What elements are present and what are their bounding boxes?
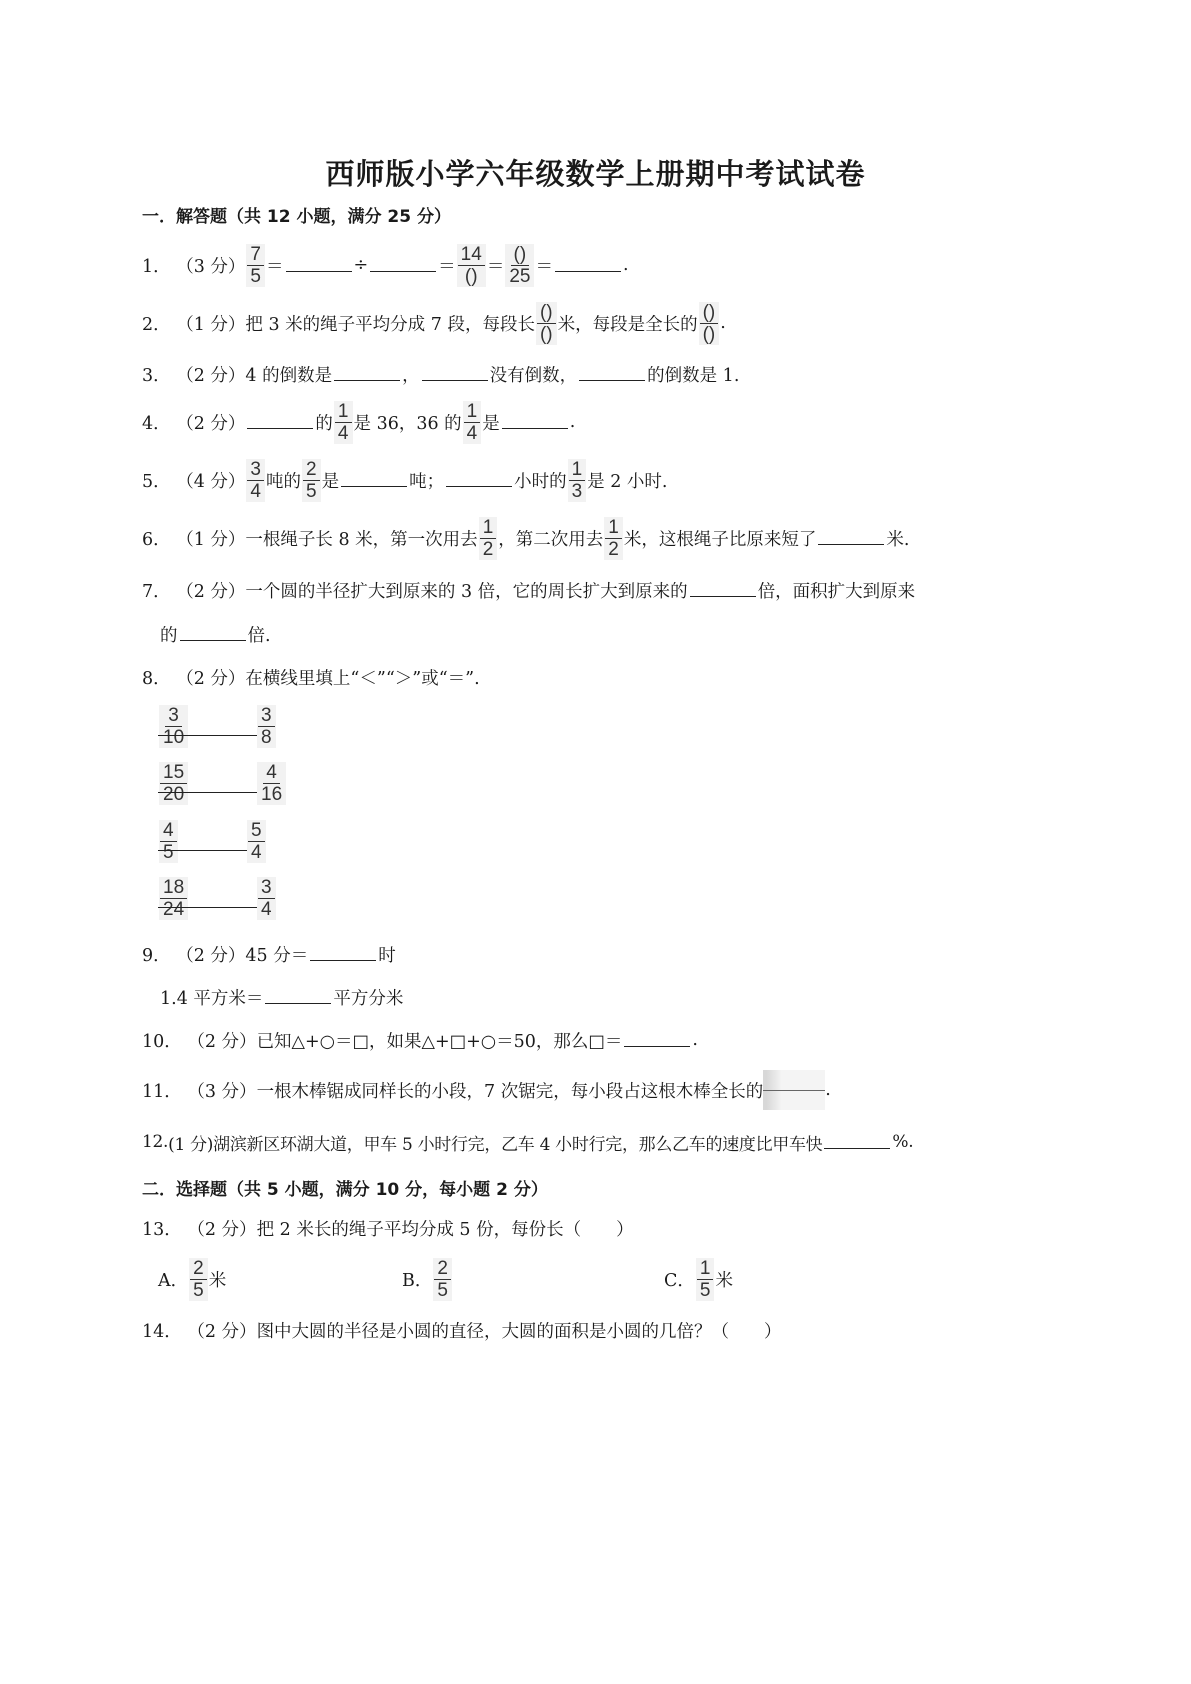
question-number: 10． — [142, 1031, 182, 1052]
answer-blank[interactable] — [824, 1147, 890, 1149]
question-score: （2 分） — [176, 945, 246, 966]
question-number: 13． — [142, 1219, 182, 1240]
fraction: $\frac{1}{4}$ — [334, 401, 353, 444]
fraction: $\frac{3}{4}$ — [257, 877, 276, 920]
question-9-part-2: 1.4 平方米＝ 平方分米 — [160, 988, 404, 1009]
fraction: $\frac{1}{2}$ — [604, 517, 623, 560]
fraction: $\frac{1}{3}$ — [568, 459, 587, 502]
comparison-row — [158, 820, 298, 872]
fraction: $\frac{2}{5}$ — [433, 1258, 452, 1301]
fraction: $\frac{5}{4}$ — [247, 820, 266, 863]
comparison-row — [158, 877, 298, 929]
comparison-row — [158, 705, 298, 757]
question-score: (1 分) — [168, 1134, 214, 1155]
question-number: 3． — [142, 365, 171, 386]
fraction: $\frac{14}{()}$ — [457, 244, 486, 287]
question-12: 12. (1 分) 湖滨新区环湖大道，甲车 5 小时行完，乙车 4 小时行完，那么乙车的速度比甲车快 %. — [142, 1120, 913, 1164]
fraction: $\frac{1}{5}$ — [696, 1258, 715, 1301]
answer-blank[interactable] — [370, 270, 436, 272]
question-score: （2 分） — [176, 668, 246, 689]
question-8: 8． （2 分） 在横线里填上“＜”“＞”或“＝”. — [142, 655, 480, 699]
fraction[interactable]: $\frac{()}{()}$ — [536, 302, 557, 345]
comparison-row — [158, 762, 298, 814]
answer-blank[interactable] — [818, 543, 884, 545]
fraction: $\frac{4}{5}$ — [159, 820, 178, 863]
question-3: 3． （2 分） 4 的倒数是 ， 没有倒数， 的倒数是 1. — [142, 352, 739, 396]
answer-blank[interactable] — [247, 427, 313, 429]
question-number: 12. — [142, 1132, 169, 1152]
fraction[interactable]: $\frac{()}{()}$ — [699, 302, 720, 345]
answer-blank[interactable] — [341, 485, 407, 487]
fraction: $\frac{18}{24}$ — [159, 877, 188, 920]
question-5: 5． （4 分） $\frac{3}{4}$ 吨的 $\frac{2}{5}$ 是 吨； 小时的 $\frac{1}{3}$ 是 2 小时. — [142, 458, 668, 502]
fraction: $\frac{1}{4}$ — [463, 401, 482, 444]
question-score: （1 分） — [176, 529, 246, 550]
question-1: 1． （3 分） $\frac{7}{5}$ ＝ ÷ ＝ $\frac{14}{()}$ ＝ $\frac{()}{25}$ ＝ . — [142, 243, 629, 287]
question-number: 14． — [142, 1321, 182, 1342]
question-score: （4 分） — [176, 471, 246, 492]
question-number: 9． — [142, 945, 171, 966]
question-number: 1． — [142, 256, 171, 277]
question-score: （2 分） — [187, 1219, 257, 1240]
blurred-fraction-blank[interactable] — [763, 1070, 825, 1110]
question-number: 7． — [142, 581, 171, 602]
question-score: （2 分） — [176, 413, 246, 434]
question-13-options — [0, 1257, 1191, 1301]
answer-blank[interactable] — [180, 639, 246, 641]
question-number: 11． — [142, 1081, 182, 1102]
question-number: 4． — [142, 413, 171, 434]
question-score: （3 分） — [187, 1081, 257, 1102]
question-number: 8． — [142, 668, 171, 689]
question-14: 14． （2 分） 图中大圆的半径是小圆的直径，大圆的面积是小圆的几倍？（ ） — [142, 1308, 782, 1352]
question-6: 6． （1 分） 一根绳子长 8 米，第一次用去 $\frac{1}{2}$ ，第二次用去 $\frac{1}{2}$ 米，这根绳子比原来短了 米. — [142, 516, 910, 560]
fraction: $\frac{3}{10}$ — [159, 705, 188, 748]
section-heading-answer: 一．解答题（共 12 小题，满分 25 分） — [142, 207, 451, 227]
question-13: 13． （2 分） 把 2 米长的绳子平均分成 5 份，每份长（ ） — [142, 1206, 634, 1250]
question-score: （2 分） — [176, 365, 246, 386]
question-9: 9． （2 分） 45 分＝ 时 — [142, 932, 396, 976]
page-title: 西师版小学六年级数学上册期中考试试卷 — [325, 157, 866, 191]
fraction: $\frac{1}{2}$ — [479, 517, 498, 560]
answer-blank[interactable] — [286, 270, 352, 272]
answer-blank[interactable] — [422, 379, 488, 381]
answer-blank[interactable] — [310, 959, 376, 961]
section-heading-choice: 二．选择题（共 5 小题，满分 10 分，每小题 2 分） — [142, 1180, 548, 1200]
fraction: $\frac{3}{8}$ — [257, 705, 276, 748]
answer-blank[interactable] — [502, 427, 568, 429]
answer-blank[interactable] — [690, 595, 756, 597]
answer-blank[interactable] — [265, 1002, 331, 1004]
question-score: （3 分） — [176, 256, 246, 277]
option-a[interactable]: A． $\frac{2}{5}$ 米 — [158, 1257, 227, 1301]
fraction: $\frac{7}{5}$ — [246, 244, 265, 287]
question-2: 2． （1 分） 把 3 米的绳子平均分成 7 段，每段长 $\frac{()}{()}$ 米，每段是全长的 $\frac{()}{()}$ . — [142, 301, 726, 345]
question-4: 4． （2 分） 的 $\frac{1}{4}$ 是 36，36 的 $\frac{1}{4}$ 是 . — [142, 400, 576, 444]
answer-blank[interactable] — [446, 485, 512, 487]
option-b[interactable]: B． $\frac{2}{5}$ — [402, 1257, 453, 1301]
fraction: $\frac{()}{25}$ — [505, 244, 534, 287]
question-number: 5． — [142, 471, 171, 492]
question-11: 11． （3 分） 一根木棒锯成同样长的小段，7 次锯完，每小段占这根木棒全长的 . — [142, 1068, 831, 1112]
question-7-continued: 的 倍. — [160, 625, 271, 646]
answer-blank[interactable] — [579, 379, 645, 381]
question-score: （1 分） — [176, 314, 246, 335]
fraction: $\frac{2}{5}$ — [189, 1258, 208, 1301]
question-number: 6． — [142, 529, 171, 550]
fraction: $\frac{2}{5}$ — [302, 459, 321, 502]
answer-blank[interactable] — [555, 270, 621, 272]
answer-blank[interactable] — [624, 1045, 690, 1047]
fraction: $\frac{3}{4}$ — [246, 459, 265, 502]
question-10: 10． （2 分） 已知△+○＝□，如果△+□+○＝50，那么□＝ . — [142, 1018, 698, 1062]
answer-blank[interactable] — [334, 379, 400, 381]
fraction: $\frac{4}{16}$ — [257, 762, 286, 805]
fraction: $\frac{15}{20}$ — [159, 762, 188, 805]
question-7: 7． （2 分） 一个圆的半径扩大到原来的 3 倍，它的周长扩大到原来的 倍，面积扩大到原来 — [142, 568, 915, 612]
question-number: 2． — [142, 314, 171, 335]
question-score: （2 分） — [187, 1031, 257, 1052]
option-c[interactable]: C． $\frac{1}{5}$ 米 — [664, 1257, 733, 1301]
question-score: （2 分） — [187, 1321, 257, 1342]
question-score: （2 分） — [176, 581, 246, 602]
